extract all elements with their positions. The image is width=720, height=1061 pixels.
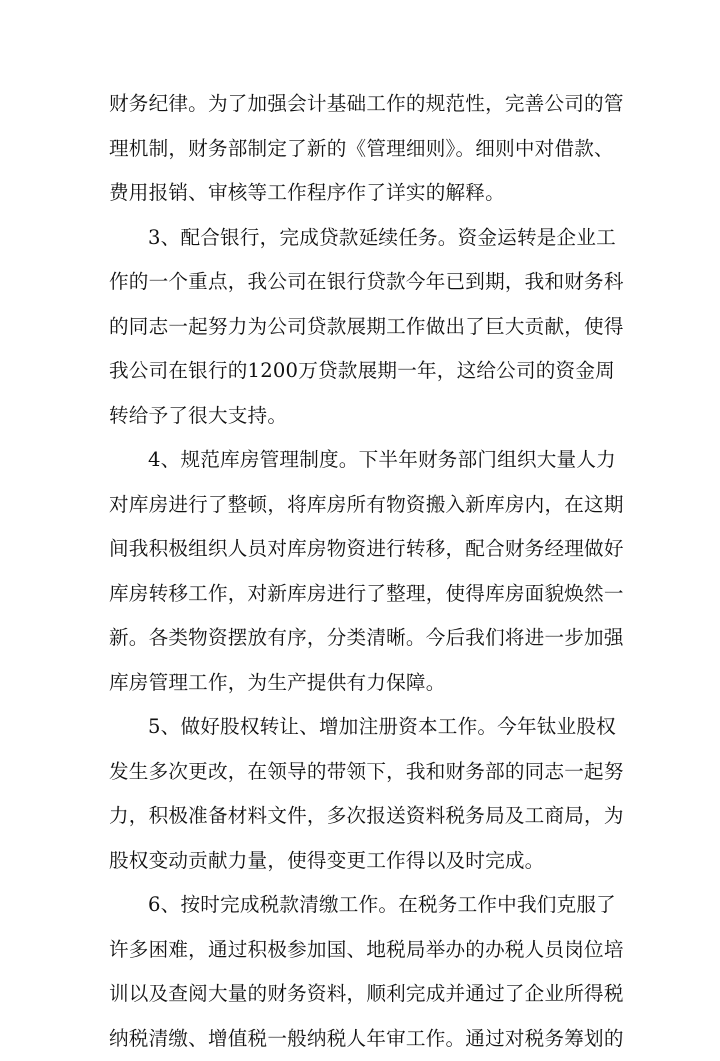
document-body (109, 82, 611, 1061)
text-line: 财务纪律。为了加强会计基础工作的规范性，完善公司的管 (109, 82, 611, 127)
text-line: 转给予了很大支持。 (109, 394, 611, 439)
text-line: 许多困难，通过积极参加国、地税局举办的办税人员岗位培 (109, 928, 611, 973)
text-line: 训以及查阅大量的财务资料，顺利完成并通过了企业所得税 (109, 972, 611, 1017)
text-line: 发生多次更改，在领导的带领下，我和财务部的同志一起努 (109, 750, 611, 795)
text-line: 新。各类物资摆放有序，分类清晰。今后我们将进一步加强 (109, 616, 611, 661)
text-line: 库房转移工作，对新库房进行了整理，使得库房面貌焕然一 (109, 572, 611, 617)
paragraph-4-start: 4、规范库房管理制度。下半年财务部门组织大量人力 (109, 438, 611, 483)
text-line: 作的一个重点，我公司在银行贷款今年已到期，我和财务科 (109, 260, 611, 305)
text-line: 间我积极组织人员对库房物资进行转移，配合财务经理做好 (109, 527, 611, 572)
text-line: 对库房进行了整顿，将库房所有物资搬入新库房内，在这期 (109, 483, 611, 528)
text-line: 股权变动贡献力量，使得变更工作得以及时完成。 (109, 839, 611, 884)
text-line: 费用报销、审核等工作程序作了详实的解释。 (109, 171, 611, 216)
text-line: 我公司在银行的1200万贷款展期一年，这给公司的资金周 (109, 349, 611, 394)
text-line: 库房管理工作，为生产提供有力保障。 (109, 661, 611, 706)
paragraph-3-start: 3、配合银行，完成贷款延续任务。资金运转是企业工 (109, 216, 611, 261)
text-line: 纳税清缴、增值税一般纳税人年审工作。通过对税务筹划的 (109, 1017, 611, 1061)
paragraph-6-start: 6、按时完成税款清缴工作。在税务工作中我们克服了 (109, 883, 611, 928)
text-line: 力，积极准备材料文件，多次报送资料税务局及工商局，为 (109, 794, 611, 839)
paragraph-5-start: 5、做好股权转让、增加注册资本工作。今年钛业股权 (109, 705, 611, 750)
text-line: 理机制，财务部制定了新的《管理细则》。细则中对借款、 (109, 127, 611, 172)
text-line: 的同志一起努力为公司贷款展期工作做出了巨大贡献，使得 (109, 305, 611, 350)
